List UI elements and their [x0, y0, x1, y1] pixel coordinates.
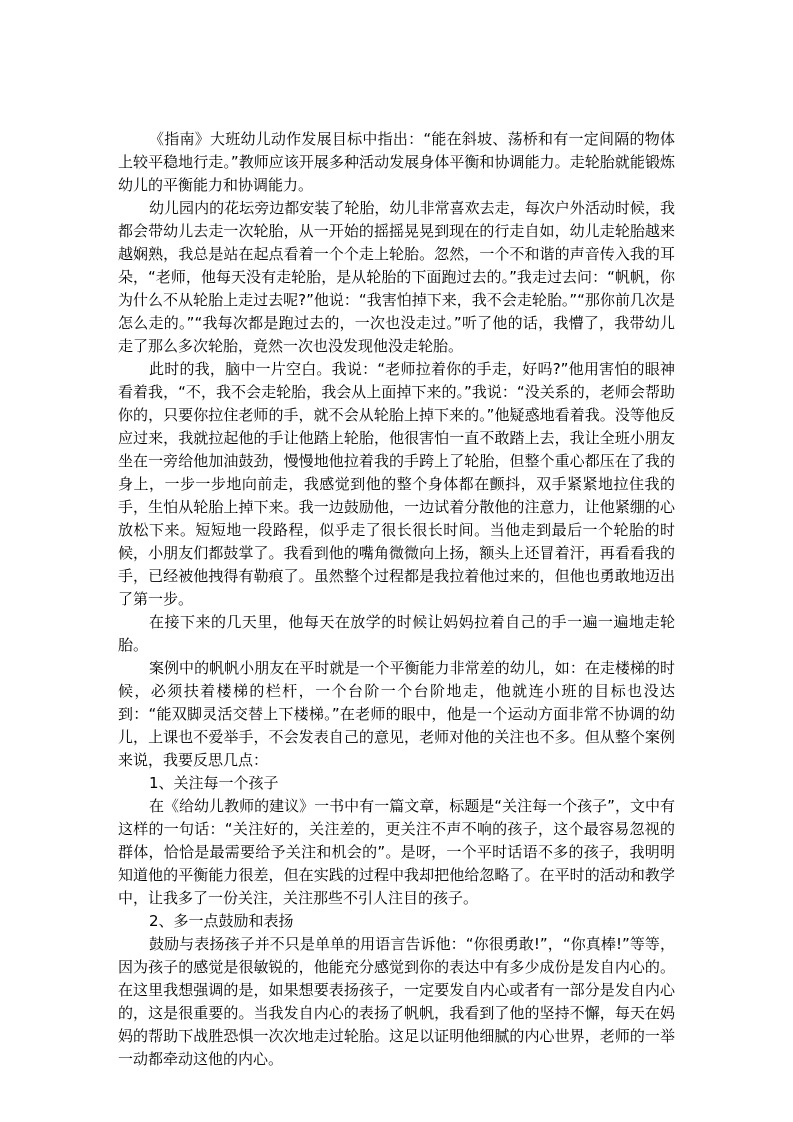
document-body	[118, 128, 675, 1071]
section-heading-2: 2、多一点鼓励和表扬	[149, 912, 294, 930]
paragraph-story-begin: 幼儿园内的花坛旁边都安装了轮胎，幼儿非常喜欢去走，每次户外活动时候，我都会带幼儿去走一次轮胎，从一开始的摇摇晃晃到现在的行走自如，幼儿走轮胎越来越娴熟，我总是站在起点看着一个个走上轮胎。忽然，一个不和谐的声音传入我的耳朵，“老师，他每天没有走轮胎，是从轮胎的下面跑过去的。”我走过去问：“帆帆，你为什么不从轮胎上走过去呢?”他说：“我害怕掉下来，我不会走轮胎。”“那你前几次是怎么走的。”“我每次都是跑过去的，一次也没走过。”听了他的话，我懵了，我带幼儿走了那么多次轮胎，竟然一次也没发现他没走轮胎。	[118, 199, 675, 355]
paragraph-story-help: 此时的我，脑中一片空白。我说：“老师拉着你的手走，好吗?”他用害怕的眼神看着我，“不，我不会走轮胎，我会从上面掉下来的。”我说：“没关系的，老师会帮助你的，只要你拉住老师的手，就不会从轮胎上掉下来的。”他疑惑地看着我。没等他反应过来，我就拉起他的手让他踏上轮胎，他很害怕一直不敢踏上去，我让全班小朋友坐在一旁给他加油鼓劲，慢慢地他拉着我的手跨上了轮胎，但整个重心都压在了我的身上，一步一步地向前走，我感觉到他的整个身体都在颤抖，双手紧紧地拉住我的手，生怕从轮胎上掉下来。我一边鼓励他，一边试着分散他的注意力，让他紧绷的心放松下来。短短地一段路程，似乎走了很长很长时间。当他走到最后一个轮胎的时候，小朋友们都鼓掌了。我看到他的嘴角微微向上扬，额头上还冒着汗，再看看我的手，已经被他拽得有勒痕了。虽然整个过程都是我拉着他过来的，但他也勇敢地迈出了第一步。	[118, 360, 675, 608]
paragraph-section-2: 鼓励与表扬孩子并不只是单单的用语言告诉他：“你很勇敢!”，“你真棒!”等等，因为孩子的感觉是很敏锐的，他能充分感觉到你的表达中有多少成份是发自内心的。在这里我想强调的是，如果想要表扬孩子，一定要发自内心或者有一部分是发自内心的，这是很重要的。当我发自内心的表扬了帆帆，我看到了他的坚持不懈，每天在妈妈的帮助下战胜恐惧一次次地走过轮胎。这足以证明他细腻的内心世界，老师的一举一动都牵动这他的内心。	[118, 935, 675, 1068]
paragraph-story-after: 在接下来的几天里，他每天在放学的时候让妈妈拉着自己的手一遍一遍地走轮胎。	[118, 613, 675, 654]
section-heading-1: 1、关注每一个孩子	[149, 774, 279, 792]
paragraph-case-analysis: 案例中的帆帆小朋友在平时就是一个平衡能力非常差的幼儿，如：在走楼梯的时候，必须扶着楼梯的栏杆，一个台阶一个台阶地走，他就连小班的目标也没达到：“能双脚灵活交替上下楼梯。”在老师的眼中，他是一个运动方面非常不协调的幼儿，上课也不爱举手，不会发表自己的意见，老师对他的关注也不多。但从整个案例来说，我要反思几点：	[118, 659, 675, 769]
paragraph-section-1: 在《给幼儿教师的建议》一书中有一篇文章，标题是“关注每一个孩子”，文中有这样的一句话：“关注好的，关注差的，更关注不声不响的孩子，这个最容易忽视的群体，恰恰是最需要给予关注和机会的”。是呀，一个平时话语不多的孩子，我明明知道他的平衡能力很差，但在实践的过程中我却把他给忽略了。在平时的活动和教学中，让我多了一份关注，关注那些不引人注目的孩子。	[118, 797, 675, 907]
paragraph-intro: 《指南》大班幼儿动作发展目标中指出：“能在斜坡、荡桥和有一定间隔的物体上较平稳地行走。”教师应该开展多种活动发展身体平衡和协调能力。走轮胎就能锻炼幼儿的平衡能力和协调能力。	[118, 130, 675, 194]
